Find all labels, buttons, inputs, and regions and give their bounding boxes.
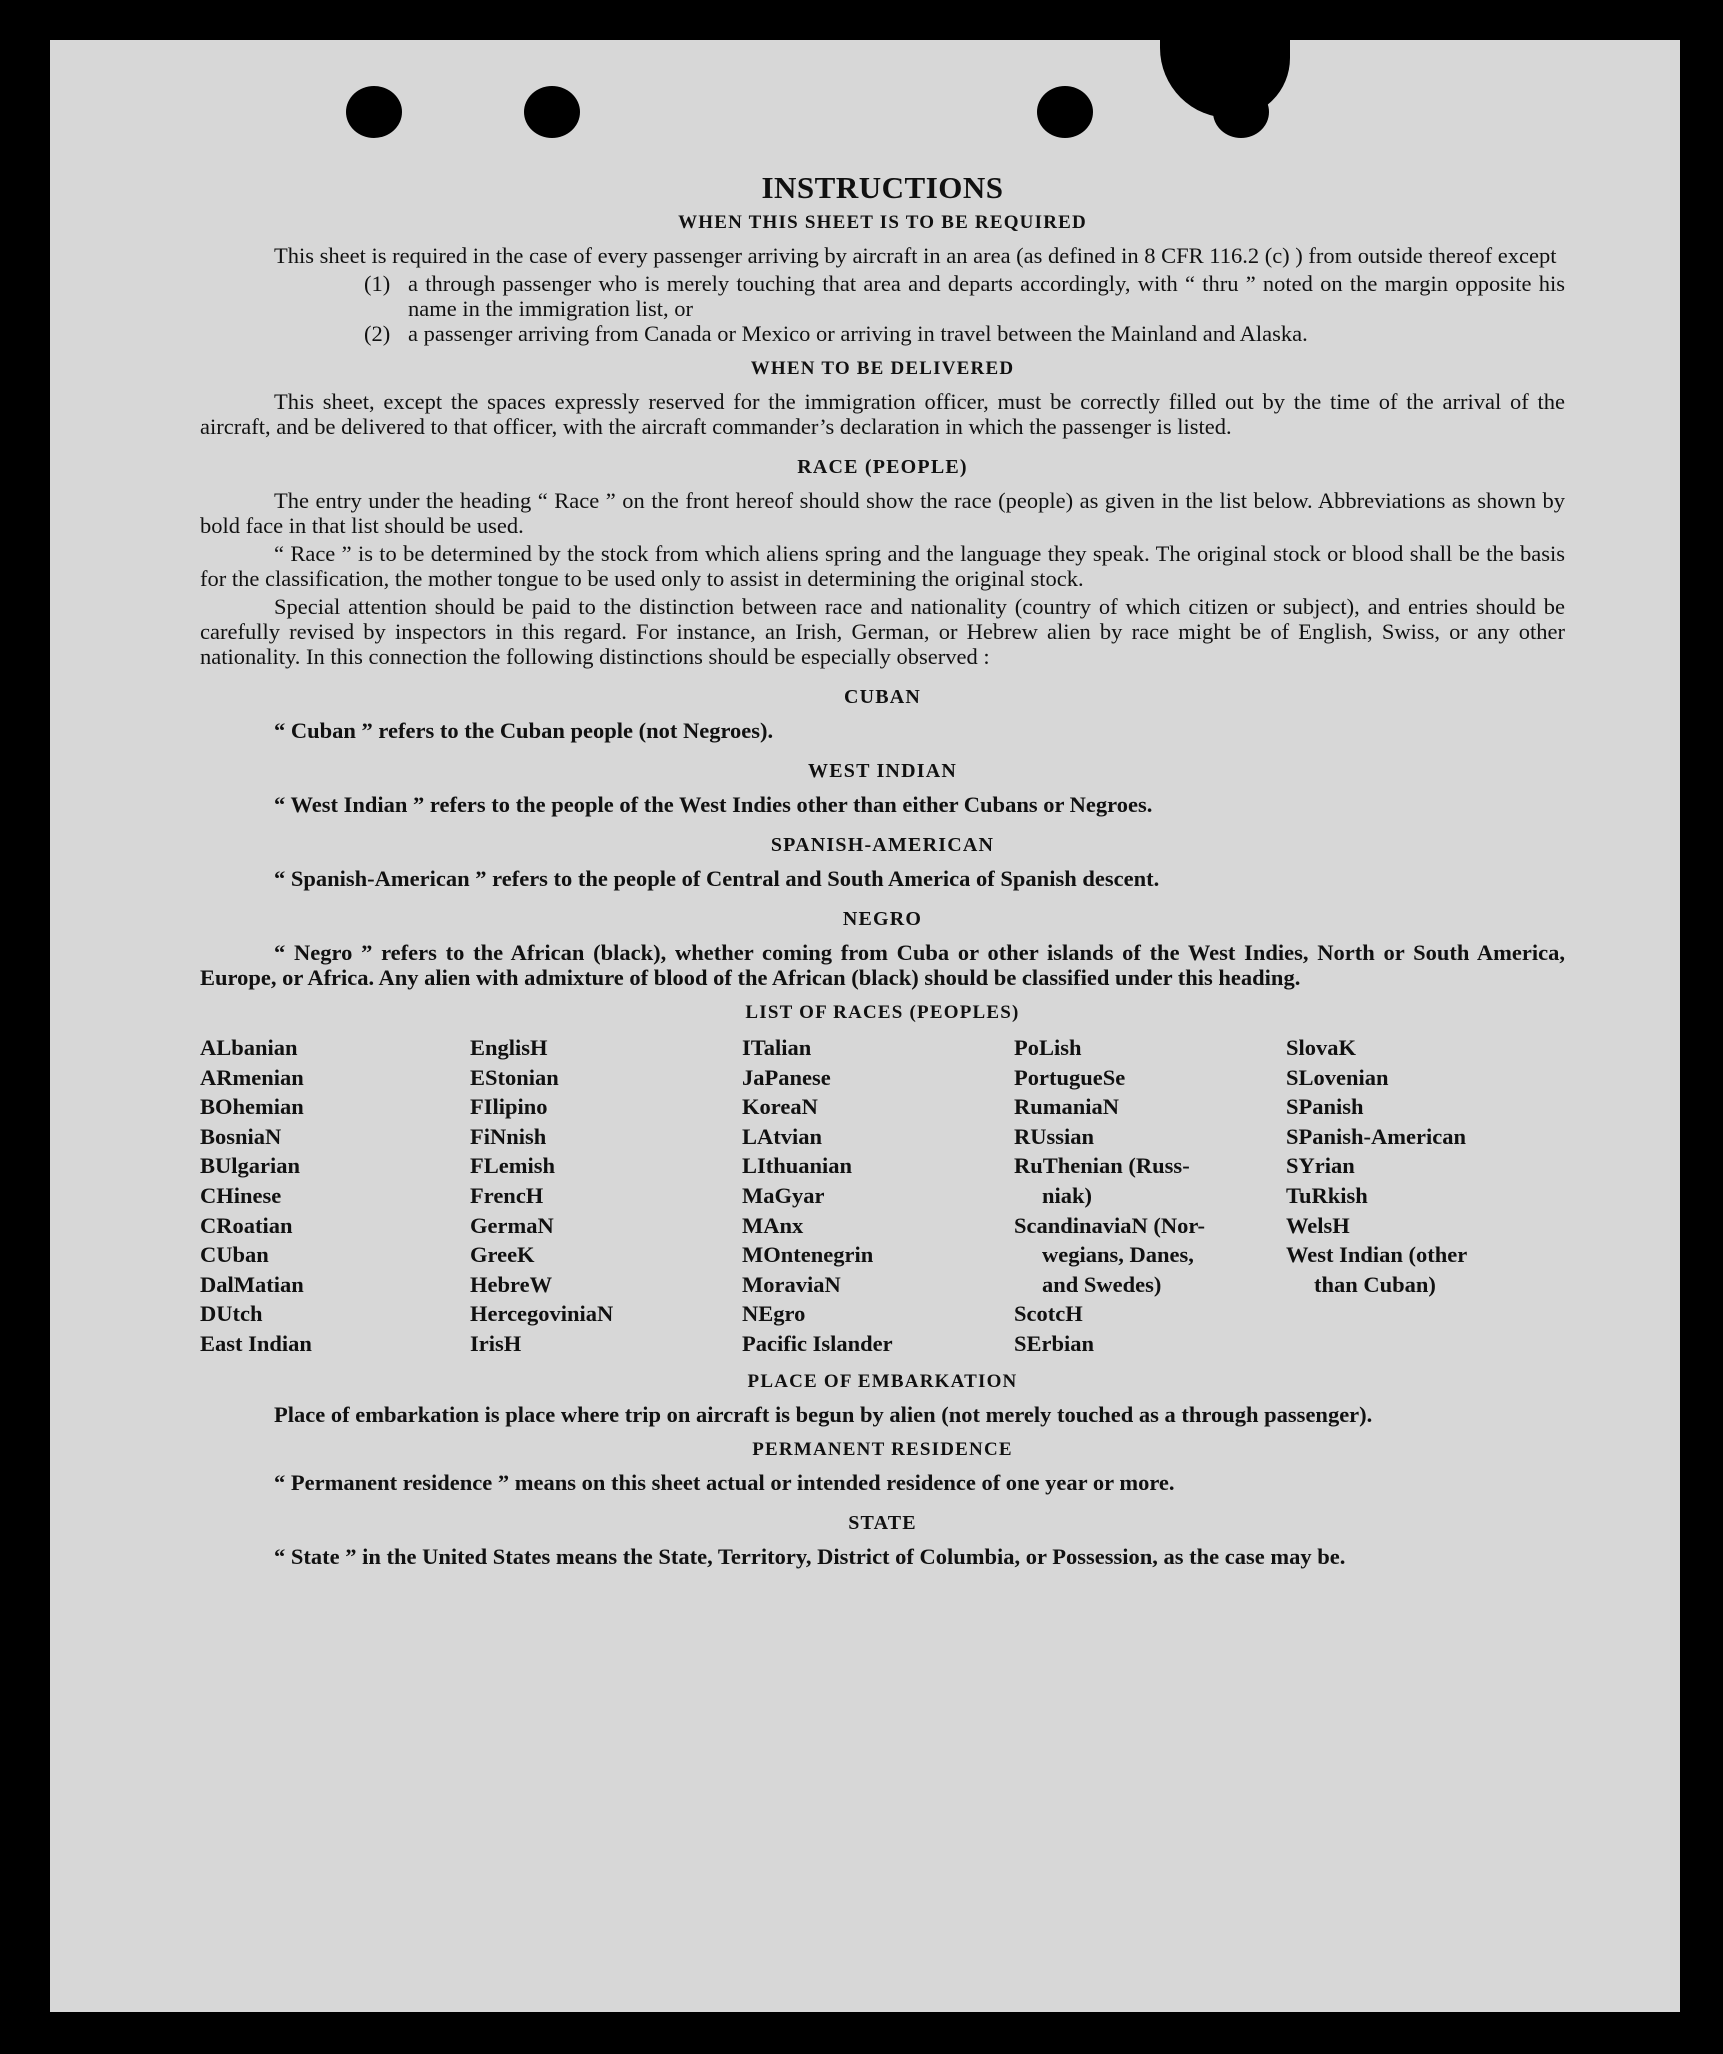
race-entry: HercegoviniaN [470, 1301, 614, 1327]
race-entry: ALbanian [200, 1035, 298, 1060]
races-column [1014, 1033, 1286, 1359]
race-entry: CUban [200, 1242, 269, 1268]
heading-permanent-residence: PERMANENT RESIDENCE [752, 1438, 1013, 1460]
race-entry: ScotcH [1014, 1301, 1083, 1327]
race-entry: BUlgarian [200, 1153, 301, 1179]
punch-hole [346, 86, 402, 138]
heading-spanish-american: SPANISH-AMERICAN [770, 834, 995, 856]
race-entry: GermaN [470, 1212, 554, 1238]
race-entry: EnglisH [470, 1035, 548, 1060]
race-entry: East Indian [200, 1330, 312, 1356]
heading-west-indian: WEST INDIAN [808, 760, 957, 782]
paragraph: “ Spanish-American ” refers to the people of Central and South America of Spanish descent. [274, 866, 1160, 891]
race-entry: wegians, Danes, [1042, 1242, 1194, 1268]
paragraph: Special attention should be paid to the distinction between race and nationality (country of which citizen or subject), and entries should be carefully revised by inspectors in this regard. For instance, an Irish, German, or Hebrew alien by race might be of English, Swiss, or any other nationality. In this connection the following distinctions should be especially observed : [200, 594, 1565, 669]
races-column [742, 1033, 1014, 1359]
list-item [364, 271, 1565, 321]
paragraph: “ Negro ” refers to the African (black), whether coming from Cuba or other islands of the West Indies, North or South America, Europe, or Africa. Any alien with admixture of blood of the African (black) should be classified under this heading. [200, 940, 1565, 990]
race-entry: WelsH [1286, 1212, 1350, 1238]
item-text: a through passenger who is merely touching that area and departs accordingly, with “ thru ” noted on the margin opposite his name in the immigration list, or [408, 271, 1565, 321]
race-entry: LAtvian [742, 1123, 823, 1149]
race-entry: Pacific Islander [742, 1330, 893, 1356]
race-entry: MAnx [742, 1212, 804, 1238]
item-text: a passenger arriving from Canada or Mexico or arriving in travel between the Mainland and Alaska. [408, 321, 1308, 346]
race-entry: JaPanese [742, 1064, 831, 1090]
race-entry: KoreaN [742, 1094, 818, 1120]
race-entry: DUtch [200, 1301, 263, 1327]
instructions-text [200, 170, 1565, 1572]
race-entry: SPanish-American [1286, 1123, 1466, 1149]
heading-when-delivered: WHEN TO BE DELIVERED [750, 358, 1015, 379]
race-entry: FIlipino [470, 1094, 548, 1120]
race-entry: ARmenian [200, 1064, 304, 1090]
race-entry: FiNnish [470, 1123, 547, 1149]
race-entry: HebreW [470, 1271, 553, 1297]
race-entry: MOntenegrin [742, 1242, 874, 1268]
race-entry: niak) [1042, 1182, 1093, 1208]
race-entry: West Indian (other [1286, 1242, 1468, 1268]
paragraph: “ Race ” is to be determined by the stock from which aliens spring and the language they speak. The original stock or blood shall be the basis for the classification, the mother tongue to be used only to assist in determining the original stock. [200, 541, 1565, 591]
heading-negro: NEGRO [842, 908, 923, 930]
race-entry: MoraviaN [742, 1271, 841, 1297]
race-entry: MaGyar [742, 1182, 825, 1208]
race-entry: BosniaN [200, 1123, 282, 1149]
paragraph: “ Cuban ” refers to the Cuban people (not Negroes). [274, 718, 774, 743]
item-number: (1) [364, 271, 391, 296]
races-table [200, 1033, 1565, 1359]
race-entry: LIthuanian [742, 1153, 853, 1179]
paragraph: “ Permanent residence ” means on this sheet actual or intended residence of one year or more. [274, 1469, 1175, 1495]
punch-hole [1037, 86, 1093, 138]
paragraph: “ West Indian ” refers to the people of the West Indies other than either Cubans or Negroes. [274, 792, 1153, 817]
paragraph: “ State ” in the United States means the State, Territory, District of Columbia, or Possession, as the case may be. [274, 1543, 1346, 1569]
paragraph: This sheet, except the spaces expressly reserved for the immigration officer, must be correctly filled out by the time of the arrival of the aircraft, and be delivered to that officer, with the aircraft commander’s declaration in which the passenger is listed. [200, 389, 1565, 439]
race-entry: FrencH [470, 1182, 544, 1208]
torn-corner [1160, 40, 1290, 118]
race-entry: RumaniaN [1014, 1094, 1120, 1120]
page-title: INSTRUCTIONS [761, 170, 1004, 205]
paragraph: The entry under the heading “ Race ” on the front hereof should show the race (people) as given in the list below. Abbreviations as shown by bold face in that list should be used. [200, 488, 1565, 538]
item-number: (2) [364, 321, 391, 346]
race-entry: SErbian [1014, 1330, 1095, 1356]
race-entry: SlovaK [1286, 1035, 1357, 1060]
document-page [50, 40, 1680, 2012]
race-entry: EStonian [470, 1064, 559, 1090]
race-entry: RUssian [1014, 1123, 1095, 1149]
race-entry: GreeK [470, 1242, 535, 1268]
race-entry: FLemish [470, 1153, 556, 1179]
race-entry: DalMatian [200, 1271, 304, 1297]
race-entry: TuRkish [1286, 1182, 1368, 1208]
race-entry: CHinese [200, 1182, 282, 1208]
races-column [470, 1033, 742, 1359]
race-entry: PoLish [1014, 1035, 1082, 1060]
heading-cuban: CUBAN [843, 686, 922, 708]
races-column [1286, 1033, 1565, 1359]
race-entry: IrisH [470, 1330, 522, 1356]
race-entry: BOhemian [200, 1094, 304, 1120]
races-column [200, 1033, 470, 1359]
heading-state: STATE [848, 1511, 917, 1534]
race-entry: SYrian [1286, 1153, 1355, 1179]
race-entry: ScandinaviaN (Nor- [1014, 1212, 1206, 1238]
heading-when-required: WHEN THIS SHEET IS TO BE REQUIRED [678, 212, 1087, 233]
race-entry: NEgro [742, 1301, 806, 1327]
race-entry: PortugueSe [1014, 1064, 1126, 1090]
punch-hole [524, 86, 580, 138]
race-entry: SLovenian [1286, 1064, 1389, 1090]
race-entry: ITalian [742, 1035, 812, 1060]
list-item [364, 321, 1565, 346]
heading-list-of-races: LIST OF RACES (PEOPLES) [745, 1002, 1020, 1023]
race-entry: RuThenian (Russ- [1014, 1153, 1190, 1179]
race-entry: SPanish [1286, 1094, 1364, 1120]
heading-race: RACE (PEOPLE) [797, 456, 968, 478]
race-entry: and Swedes) [1042, 1271, 1162, 1297]
paragraph: Place of embarkation is place where trip on aircraft is begun by alien (not merely touched as a through passenger). [274, 1401, 1373, 1427]
race-entry: CRoatian [200, 1212, 293, 1238]
race-entry: than Cuban) [1314, 1271, 1436, 1297]
paragraph: This sheet is required in the case of every passenger arriving by aircraft in an area (as defined in 8 CFR 116.2 (c) ) from outside thereof except [274, 243, 1557, 268]
heading-place-of-embarkation: PLACE OF EMBARKATION [747, 1370, 1018, 1392]
